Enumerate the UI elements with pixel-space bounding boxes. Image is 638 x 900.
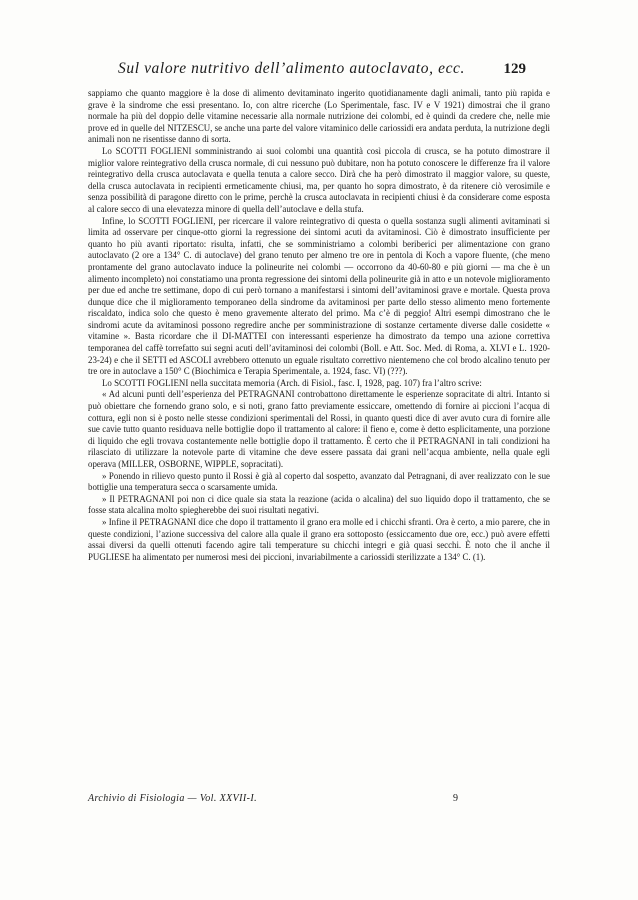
article-body xyxy=(88,88,550,563)
quote-paragraph: » Il PETRAGNANI poi non ci dice quale sia stata la reazione (acida o alcalina) del suo liquido dopo il trattamento, che se fosse stata alcalina molto spiegherebbe dei suoi risultati negativi. xyxy=(88,493,550,516)
paragraph: sappiamo che quanto maggiore è la dose di alimento devitaminato ingerito quotidianamente dagli animali, tanto più rapida e grave è la sindrome che essi presentano. Io, con altre ricerche (Lo Sperimentale, fasc. IV e V 1921) dimostrai che il grano normale ha più del doppio delle vitamine necessarie alla normale nutrizione dei colombi, ed è quindi da credere che, nelle mie prove ed in quelle del NITZESCU, se anche una parte del valore vitaminico delle cariossidi era andata perduta, la nutrizione degli animali non ne risentisse danno di sorta. xyxy=(88,88,550,145)
page-number: 129 xyxy=(503,61,526,77)
paragraph: Lo SCOTTI FOGLIENI somministrando ai suoi colombi una quantità così piccola di crusca, se ha potuto dimostrare il miglior valore reintegrativo della crusca normale, di cui nessuno può dubitare, non ha potuto conoscere le differenze fra il valore reintegrativo della crusca autoclavata e quella tenuta a calore secco. Dirà che ha però dimostrato il maggior valore, su queste, della crusca autoclavata in recipienti ermeticamente chiusi, ma, per quanto ho sopra dimostrato, è da ritenere ciò verosimile e senza possibilità di paragone diretto con le prime, perchè la crusca autoclavata in recipienti chiusi è da considerare come esposta al calore secco di una elevatezza minore di quella dell’autoclave e della stufa. xyxy=(88,145,550,214)
page-footer xyxy=(88,793,458,804)
journal-citation: Archivio di Fisiologia — Vol. XXVII-I. xyxy=(88,793,257,804)
quote-paragraph: « Ad alcuni punti dell’esperienza del PETRAGNANI controbattono direttamente le esperienze sopracitate di altri. Intanto si può obiettare che fornendo grano solo, e si noti, grano fatto previamente essiccare, omettendo di fornire ai piccioni l’acqua di cottura, egli non si è posto nelle stesse condizioni sperimentali del Rossi, in quanto questi dice di aver avuto cura di fornire alle sue cavie tutto quanto residuava nelle bottiglie dopo il trattamento al calore: il fieno e, come è detto esplicitamente, una porzione di liquido che egli trovava costantemente nelle bottiglie dopo il trattamento. È certo che il PETRAGNANI in tali condizioni ha rilasciato di utilizzare la notevole parte di vitamine che deve essere passata dai grani nell’acqua ambiente, nella quale egli operava (MILLER, OSBORNE, WIPPLE, sopracitati). xyxy=(88,389,550,469)
sheet-number: 9 xyxy=(453,793,458,804)
quote-paragraph: » Infine il PETRAGNANI dice che dopo il trattamento il grano era molle ed i chicchi sfranti. Ora è certo, a mio parere, che in queste condizioni, l’azione successiva del calore alla quale il grano era sottoposto (essiccamento due ore, ecc.) può avere effetti assai diversi da quelli ottenuti facendo agire tali temperature su chicchi integri e già quasi secchi. È noto che il anche il PUGLIESE ha alimentato per numerosi mesi dei piccioni, invariabilmente a cariossidi sterilizzate a 134° C. (1). xyxy=(88,516,550,562)
paragraph: Infine, lo SCOTTI FOGLIENI, per ricercare il valore reintegrativo di questa o quella sostanza sugli alimenti avitaminati si limita ad osservare per cinque-otto giorni la regressione dei sintomi acuti da avitaminosi. Ciò è dimostrato insufficiente per quanto ho più avanti riportato: risulta, infatti, che se somministriamo a colombi beriberici per alimentazione con grano autoclavato (2 ore a 134° C. di autoclave) del grano tenuto per almeno tre ore in pentola di Koch a vapore fluente, (che meno prontamente del grano autoclavato induce la polineurite nei colombi — occorrono da 40-60-80 e più giorni — ma che è un alimento incompleto) noi constatiamo una pronta regressione dei sintomi della polineurite già in atto e un notevole miglioramento per due ed anche tre settimane, dopo di cui però tornano a manifestarsi i sintomi dell’avitaminosi grave e mortale. Questa prova dunque dice che il miglioramento temporaneo della sindrome da avitaminosi per parte dello stesso alimento meno fortemente riscaldato, indica solo che questo è meno gravemente alterato del primo. Ma c’è di peggio! Altri esempi dimostrano che le sindromi acute da avitaminosi possono regredire anche per somministrazione di sostanze certamente diverse dalle cosidette « vitamine ». Basta ricordare che il DI-MATTEI con interessanti esperienze ha dimostrato da tempo una azione correttiva temporanea del caffè torrefatto sui segni acuti dell’avitaminosi dei colombi (Boll. e Att. Soc. Med. di Roma, a. XLVI e L. 1920-23-24) e che il SETTI ed ASCOLI avrebbero ottenuto un eguale risultato correttivo nientemeno che col brodo alcalino tenuto per tre ore in autoclave a 150° C (Biochimica e Terapia Sperimentale, a. 1924, fasc. VI) (???). xyxy=(88,215,550,377)
quote-paragraph: » Ponendo in rilievo questo punto il Rossi è già al coperto dal sospetto, avanzato dal Petragnani, di aver realizzato con le sue bottiglie una temperatura secca o scarsamente umida. xyxy=(88,470,550,493)
running-title: Sul valore nutritivo dell’alimento autoclavato, ecc. xyxy=(118,60,466,77)
running-header xyxy=(118,60,526,78)
paragraph: Lo SCOTTI FOGLIENI nella succitata memoria (Arch. di Fisiol., fasc. I, 1928, pag. 107) fra l’altro scrive: xyxy=(102,377,482,388)
